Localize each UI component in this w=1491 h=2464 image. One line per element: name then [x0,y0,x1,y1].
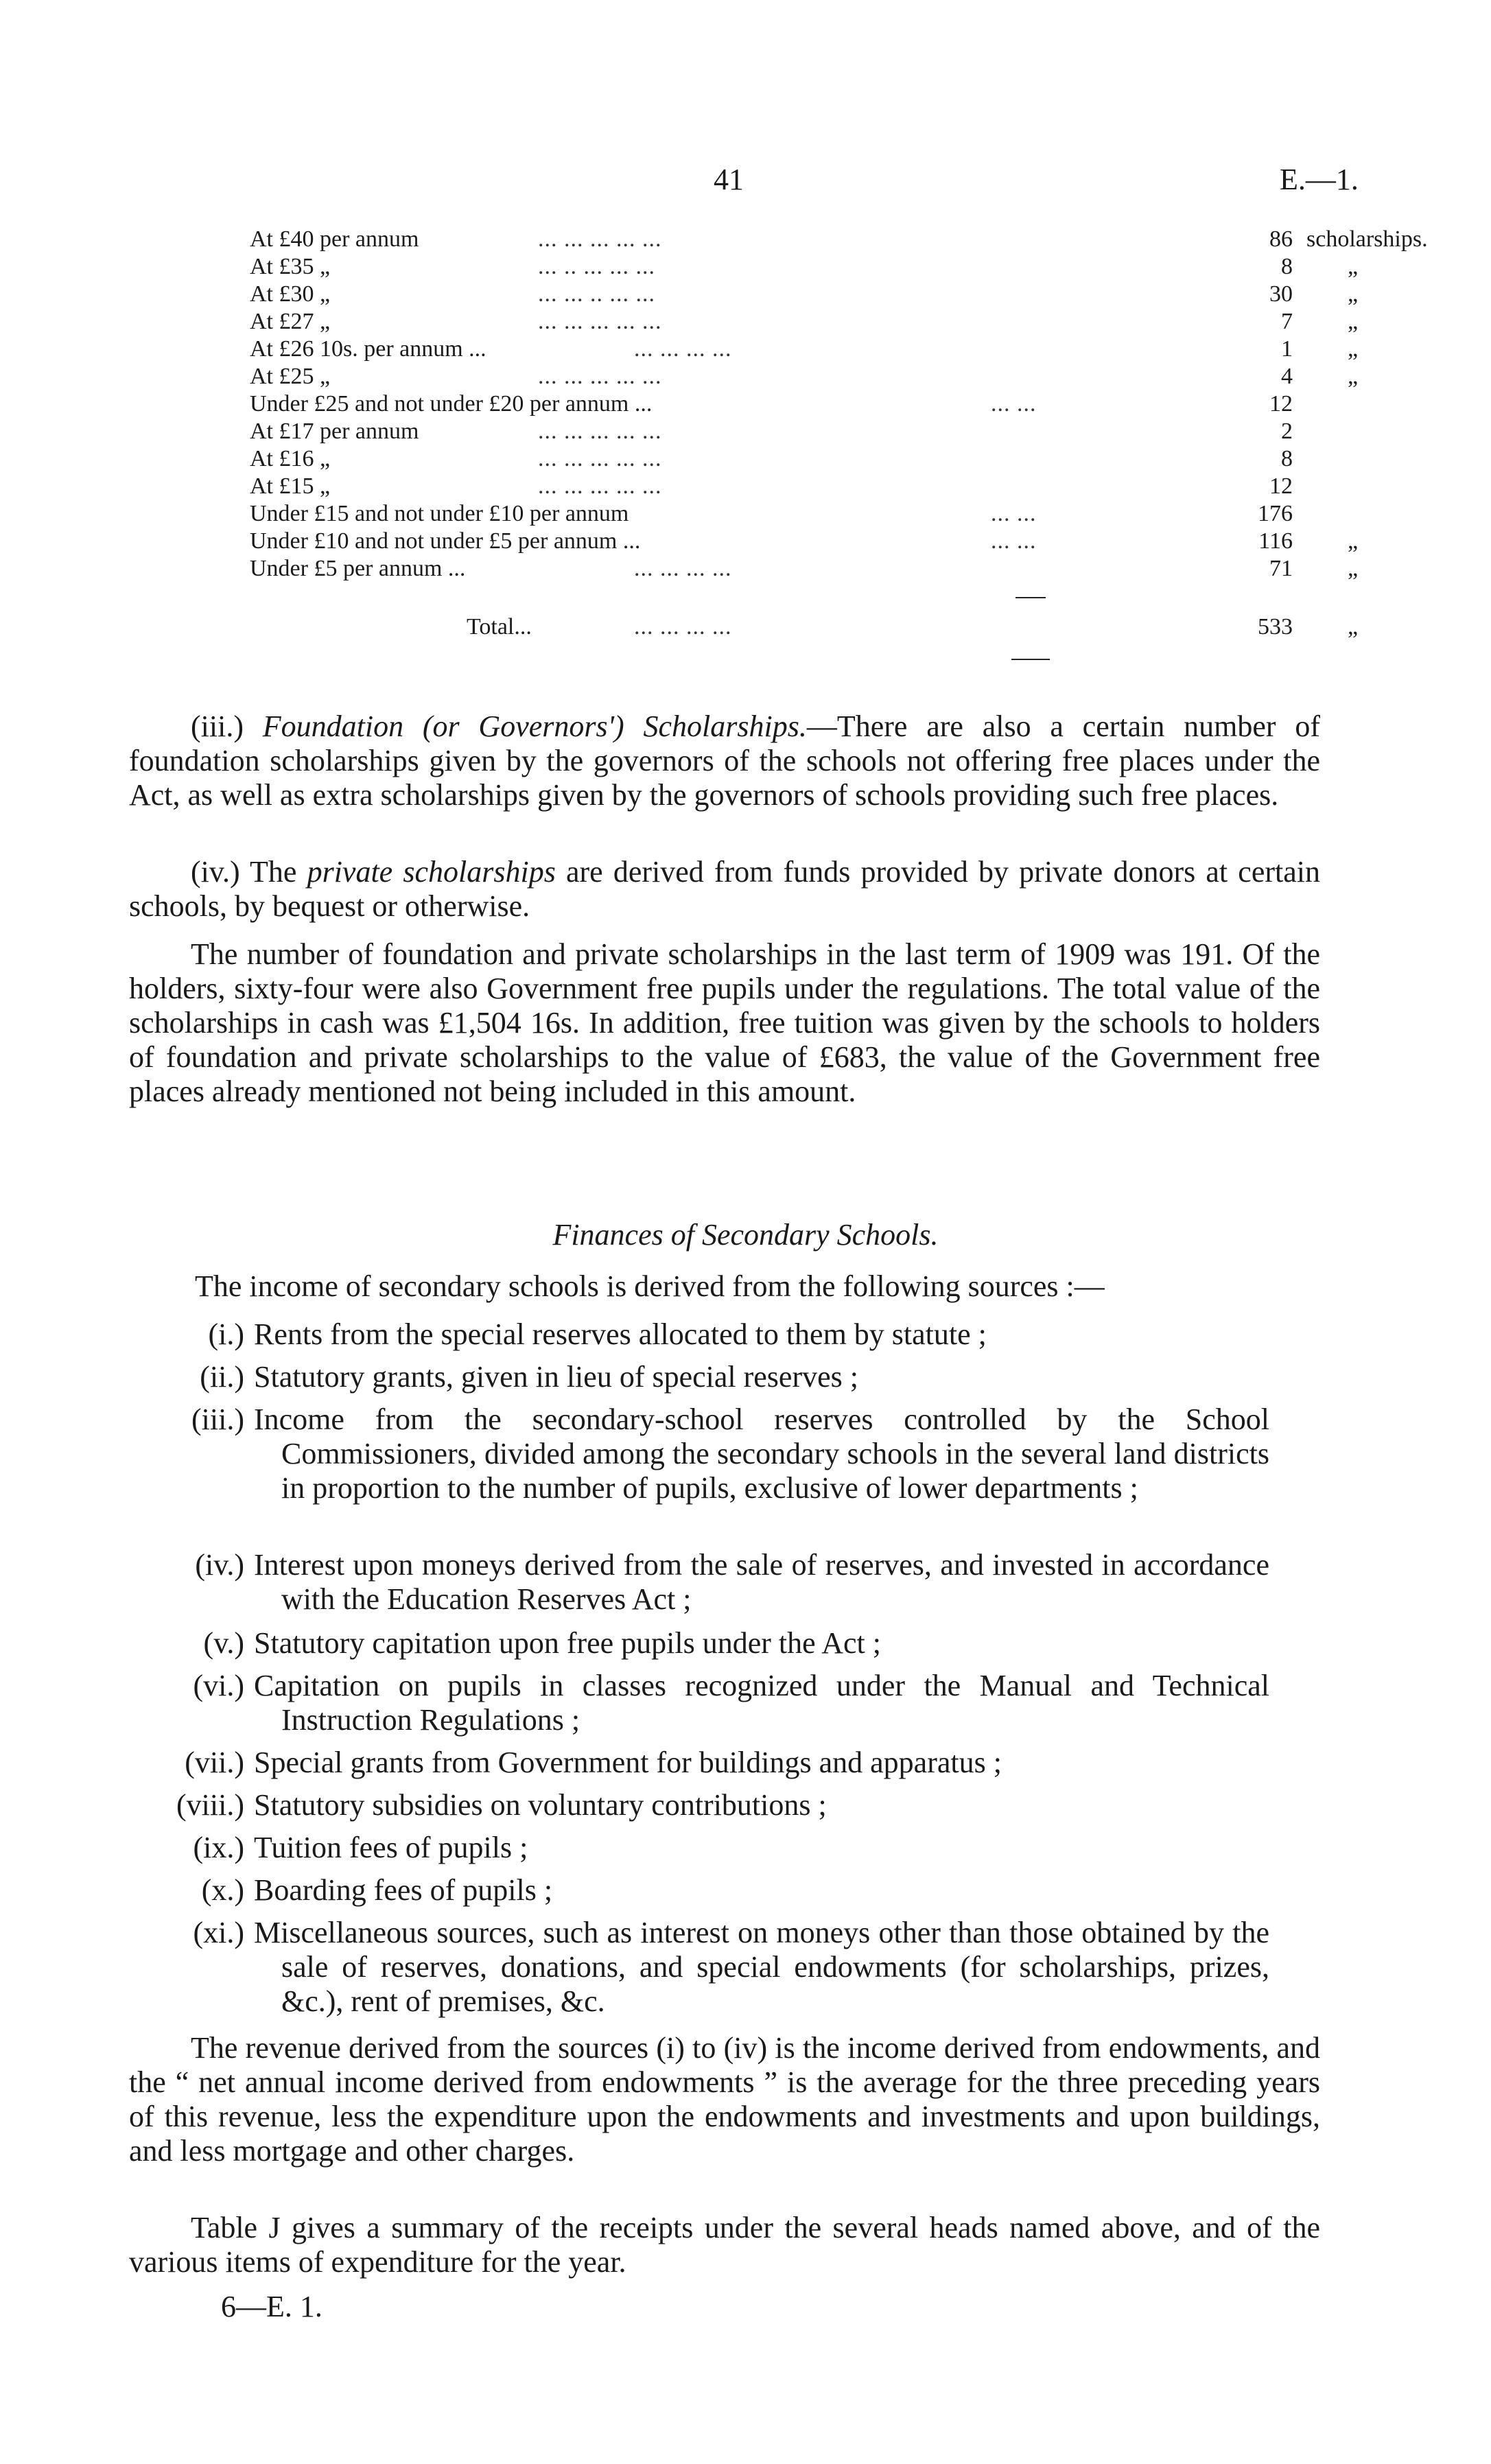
table-j-paragraph: Table J gives a summary of the receipts under the several heads named above, and of the various items of expenditure for the year. [129,2211,1320,2279]
leader-dots: ... ... .. ... ... [538,281,655,307]
list-number: (vii.) [185,1746,244,1779]
list-number: (iv.) [195,1548,244,1582]
row-label: Under £15 and not under £10 per annum [250,501,629,526]
leader-dots: ... ... ... ... ... [538,446,662,471]
revenue-paragraph: The revenue derived from the sources (i) to (iv) is the income derived from endowments, and the “ net annual income derived from endowments ” is the average for the three preceding years of this revenue, less the expenditure upon the endowments and investments and upon buildings, and less mortgage and other charges. [129,2031,1320,2168]
row-count: 12 [1269,473,1293,499]
private-scholarships-paragraph [129,855,1320,924]
list-text: Miscellaneous sources, such as interest on moneys other than those obtained by the sale of reserves, donations, and special endowments (for scholarships, prizes, &c.), rent of premises, &c. [254,1916,1269,2018]
row-label: At £15 „ [250,473,331,499]
list-number: (i.) [208,1317,244,1351]
leader-dots: ... ... ... ... [634,336,732,362]
leader-dots: ... ... [991,528,1037,554]
list-number: (ii.) [200,1360,244,1394]
list-number: (vi.) [193,1669,244,1702]
row-count: 176 [1258,501,1293,526]
leader-dots: ... ... ... ... ... [538,309,662,334]
signature-mark: 6—E. 1. [221,2290,322,2323]
leader-dots: ... ... ... ... ... [538,473,662,499]
page-number: 41 [714,163,744,196]
leader-dots: ... ... [991,501,1037,526]
leader-dots: ... ... ... ... ... [538,364,662,389]
list-number: (ix.) [193,1831,244,1864]
row-unit: „ [1348,309,1359,334]
private-text: are derived from funds provided by private donors at certain schools, by bequest or otherwise. [129,855,1320,923]
leader-dots: ... ... ... ... ... [538,419,662,444]
leader-dots: ... ... ... ... ... [538,226,662,252]
list-text: Statutory grants, given in lieu of special reserves ; [254,1360,858,1394]
leader-dots: ... ... ... ... [634,556,732,581]
row-unit: „ [1348,336,1359,362]
row-count: 12 [1269,391,1293,416]
row-label: At £26 10s. per annum ... [250,336,486,362]
list-text: Statutory subsidies on voluntary contributions ; [254,1788,827,1822]
leader-dots: ... .. ... ... ... [538,254,655,279]
row-count: 2 [1281,419,1293,444]
row-unit: „ [1348,364,1359,389]
row-count: 4 [1281,364,1293,389]
list-number: (viii.) [176,1788,244,1822]
row-label: At £17 per annum [250,419,419,444]
list-number: (x.) [201,1873,244,1907]
list-text: Interest upon moneys derived from the sale of reserves, and invested in accordance with the Education Reserves Act ; [254,1548,1269,1616]
row-unit: „ [1348,556,1359,581]
list-text: Boarding fees of pupils ; [254,1873,553,1907]
private-title: private scholarships [307,855,556,889]
finances-intro: The income of secondary schools is derived from the following sources :— [195,1269,1105,1303]
row-label: At £30 „ [250,281,331,307]
row-label: At £27 „ [250,309,331,334]
row-label: Under £5 per annum ... [250,556,466,581]
foundation-number: (iii.) [191,709,263,743]
leader-dots: ... ... ... ... [634,614,732,640]
foundation-scholarships-paragraph [129,709,1320,812]
row-count: 8 [1281,254,1293,279]
list-text: Rents from the special reserves allocated to them by statute ; [254,1317,987,1351]
total-count: 533 [1258,614,1293,640]
foundation-text: —There are also a certain number of foundation scholarships given by the governors of the schools not offering free places under the Act, as well as extra scholarships given by the governors of schools providing such free places. [129,709,1321,812]
sum-rule-top [1015,597,1046,598]
private-number: (iv.) The [191,855,307,889]
row-label: Under £25 and not under £20 per annum ... [250,391,653,416]
row-count: 71 [1269,556,1293,581]
row-count: 116 [1258,528,1293,554]
row-count: 30 [1269,281,1293,307]
row-label: At £16 „ [250,446,331,471]
foundation-title: Foundation (or Governors') Scholarships. [262,709,807,743]
list-text: Statutory capitation upon free pupils under the Act ; [254,1626,882,1660]
list-number: (v.) [203,1626,244,1660]
row-unit: „ [1348,254,1359,279]
row-count: 1 [1281,336,1293,362]
row-count: 7 [1281,309,1293,334]
row-label: At £40 per annum [250,226,419,252]
row-count: 8 [1281,446,1293,471]
document-reference: E.—1. [1280,163,1359,196]
section-heading-finances: Finances of Secondary Schools. [552,1218,939,1252]
list-text: Tuition fees of pupils ; [254,1831,528,1864]
row-label: Under £10 and not under £5 per annum ... [250,528,641,554]
row-unit: scholarships. [1306,226,1428,252]
scholarship-numbers-paragraph: The number of foundation and private scholarships in the last term of 1909 was 191. Of the holders, sixty-four were also Government free pupils under the regulations. The total value of the scholarships in cash was £1,504 16s. In addition, free tuition was given by the schools to holders of foundation and private scholarships to the value of £683, the value of the Government free places already mentioned not being included in this amount. [129,937,1320,1108]
row-label: At £35 „ [250,254,331,279]
list-text: Special grants from Government for buildings and apparatus ; [254,1746,1002,1779]
row-label: At £25 „ [250,364,331,389]
list-text: Capitation on pupils in classes recognized under the Manual and Technical Instruction Regulations ; [254,1669,1269,1737]
list-text: Income from the secondary-school reserves controlled by the School Commissioners, divided among the secondary schools in the several land districts in proportion to the number of pupils, exclusive of lower departments ; [254,1403,1269,1505]
total-unit: „ [1348,614,1359,640]
list-number: (iii.) [191,1403,244,1436]
list-number: (xi.) [193,1916,244,1949]
row-unit: „ [1348,528,1359,554]
row-count: 86 [1269,226,1293,252]
row-unit: „ [1348,281,1359,307]
sum-rule-bottom [1011,659,1050,660]
total-label: Total... [467,614,532,640]
leader-dots: ... ... [991,391,1037,416]
